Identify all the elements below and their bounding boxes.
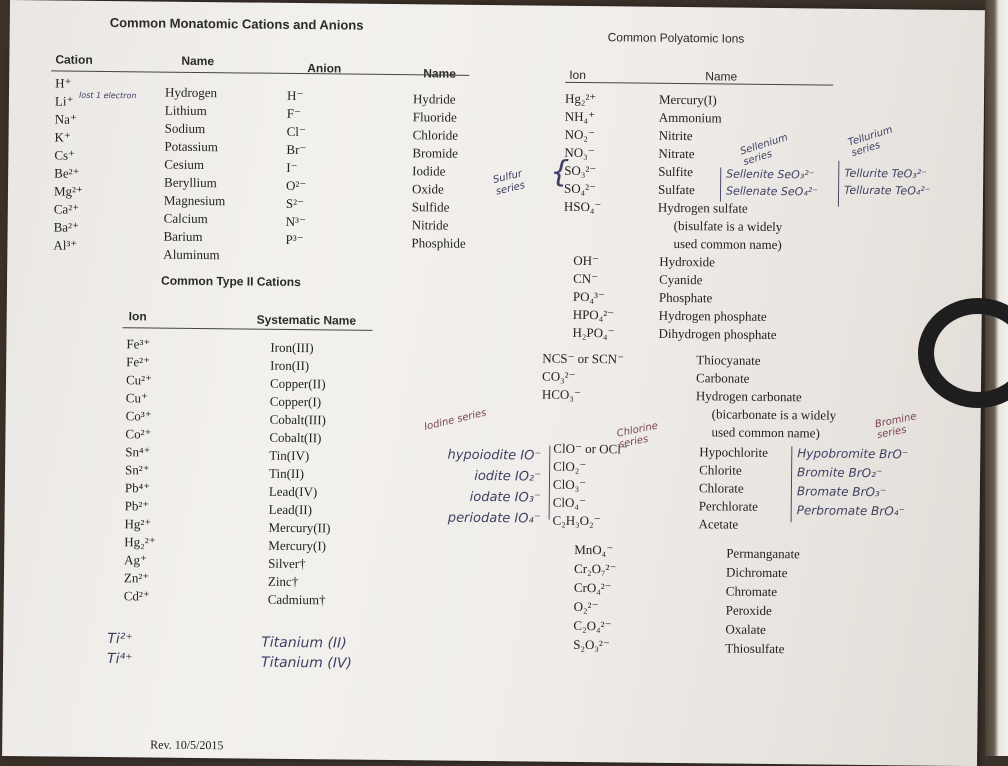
anion-symbol: H⁻ xyxy=(286,87,304,104)
hw-bromine-item: Bromate BrO₃⁻ xyxy=(796,484,887,500)
poly-ion: HPO₄²⁻ xyxy=(572,306,615,323)
cation-symbol: Li⁺ xyxy=(54,93,74,109)
type2-ion: Co³⁺ xyxy=(125,408,152,424)
poly-ion: NH₄⁺ xyxy=(564,108,596,125)
type2-ion: Co²⁺ xyxy=(125,426,152,442)
poly-ion: NO₂⁻ xyxy=(564,126,595,143)
anion-name: Chloride xyxy=(412,127,459,143)
hw-ti-ion: Ti²⁺ xyxy=(107,631,133,648)
header-anion: Anion xyxy=(307,61,342,76)
anion-symbol: O²⁻ xyxy=(285,177,307,194)
hw-sulfur-series: Sulfur series xyxy=(492,168,527,198)
poly-ion: Cr₂O₇²⁻ xyxy=(573,560,617,577)
type2-ion: Sn²⁺ xyxy=(125,462,150,478)
poly-ion: PO₄³⁻ xyxy=(572,288,605,305)
header-name-2: Name xyxy=(423,66,457,81)
poly-ion: C₂H₃O₂⁻ xyxy=(552,512,601,529)
hw-bromine-item: Hypobromite BrO⁻ xyxy=(797,446,909,462)
hw-iodine-item: hypoiodite IO⁻ xyxy=(447,447,542,464)
type2-ion-column xyxy=(124,335,158,605)
type2-name: Cadmium† xyxy=(267,591,326,608)
type2-name: Zinc† xyxy=(267,573,299,590)
poly-name-note: (bisulfate is a widely xyxy=(673,217,783,235)
polyatomic-title: Common Polyatomic Ions xyxy=(607,30,745,46)
anion-symbol: Br⁻ xyxy=(286,141,307,158)
poly-group4-ions xyxy=(552,440,627,531)
cation-name: Aluminum xyxy=(163,246,220,263)
poly-group3-ions xyxy=(542,350,624,405)
poly-name: Chlorate xyxy=(698,480,744,496)
poly-name-note: used common name) xyxy=(673,235,782,253)
poly-ion: MnO₄⁻ xyxy=(574,541,614,558)
poly-name: Nitrite xyxy=(658,127,693,144)
type2-header-systematic: Systematic Name xyxy=(256,312,357,328)
anion-symbol: S²⁻ xyxy=(285,195,304,212)
anion-symbol: P³⁻ xyxy=(285,231,304,248)
poly-name: Sulfite xyxy=(658,163,693,180)
poly-ion: ClO₃⁻ xyxy=(552,476,587,493)
cation-name: Beryllium xyxy=(164,174,217,191)
poly-ion: SO₃²⁻ xyxy=(564,162,597,179)
poly-name: Dichromate xyxy=(725,564,788,581)
poly-ion: HSO₄⁻ xyxy=(563,198,602,215)
hw-tellurium-items xyxy=(844,165,931,200)
poly-group2-names xyxy=(658,253,777,344)
type2-title: Common Type II Cations xyxy=(160,273,301,290)
hw-tellurate: Tellurate TeO₄²⁻ xyxy=(843,183,931,198)
cation-symbol: K⁺ xyxy=(54,129,71,145)
poly-name: Hypochlorite xyxy=(699,444,768,460)
poly-group3-names xyxy=(695,351,836,442)
hw-tellurite: Tellurite TeO₃²⁻ xyxy=(844,166,928,181)
type2-ion: Cd²⁺ xyxy=(123,588,150,604)
poly-name: Perchlorate xyxy=(698,498,759,514)
anion-name: Sulfide xyxy=(411,199,450,215)
hw-tellurium-series: Tellurium series xyxy=(846,124,894,160)
cation-symbol: Ca²⁺ xyxy=(53,201,80,217)
hw-bromine-item: Perbromate BrO₄⁻ xyxy=(796,503,905,519)
poly-ion: ClO₄⁻ xyxy=(552,494,586,511)
poly-name: Mercury(I) xyxy=(658,91,717,108)
hw-sulfur-brace: { xyxy=(550,154,570,190)
type2-name: Cobalt(III) xyxy=(269,411,327,428)
cation-name: Potassium xyxy=(164,138,219,155)
poly-name: Permanganate xyxy=(726,545,800,562)
worksheet-page xyxy=(2,0,985,766)
type2-name: Cobalt(II) xyxy=(269,429,322,446)
hw-iodine-item: periodate IO₄⁻ xyxy=(447,510,541,527)
hw-iodine-items xyxy=(392,444,541,530)
anion-symbol: I⁻ xyxy=(286,159,298,176)
type2-name: Mercury(I) xyxy=(268,537,327,554)
cation-symbol: Be²⁺ xyxy=(54,165,80,181)
poly-ion: NO₃⁻ xyxy=(564,144,595,161)
anion-name: Hydride xyxy=(412,91,456,107)
hw-iodine-item: iodite IO₂⁻ xyxy=(474,468,542,485)
hw-bromine-item: Bromite BrO₂⁻ xyxy=(797,465,883,481)
header-cation: Cation xyxy=(55,52,93,67)
hw-chlorine-bracket xyxy=(549,446,551,520)
poly-ion: OH⁻ xyxy=(573,252,600,269)
handwritten-ti-names xyxy=(261,633,352,674)
poly-name: Thiosulfate xyxy=(725,640,785,657)
cation-symbol: Mg²⁺ xyxy=(53,183,83,199)
cation-column xyxy=(53,74,84,254)
handwritten-ti-ions xyxy=(107,629,133,669)
poly-name: Sulfate xyxy=(657,181,695,198)
hw-bromine-series: Bromine series xyxy=(874,411,918,442)
type2-name: Iron(II) xyxy=(270,357,310,374)
poly-name: Oxalate xyxy=(725,621,766,637)
cation-symbol: Al³⁺ xyxy=(53,237,78,253)
poly-ion: O₂²⁻ xyxy=(573,598,599,615)
cation-name: Magnesium xyxy=(163,192,226,209)
type2-ion: Fe²⁺ xyxy=(126,354,151,370)
anion-symbol: Cl⁻ xyxy=(286,123,306,140)
type2-ion: Ag⁺ xyxy=(124,552,147,568)
type2-ion: Pb²⁺ xyxy=(124,498,150,514)
cation-name: Cesium xyxy=(164,156,205,173)
poly-name: Cyanide xyxy=(659,271,703,288)
poly-group5-names xyxy=(725,544,800,659)
cation-name: Sodium xyxy=(164,120,206,137)
anion-name: Iodide xyxy=(412,163,446,179)
hw-selenate: Sellenate SeO₄²⁻ xyxy=(725,184,819,199)
poly-group5-ions xyxy=(573,540,616,654)
type2-header-ion: Ion xyxy=(128,309,147,324)
poly-ion: CN⁻ xyxy=(573,270,599,287)
poly-name: Acetate xyxy=(698,516,739,532)
poly-name-note: used common name) xyxy=(711,424,820,441)
type2-name-column xyxy=(268,339,333,610)
type2-header-rule xyxy=(123,327,373,331)
poly-name: Hydrogen sulfate xyxy=(657,199,748,216)
hw-iodine-item: iodate IO₃⁻ xyxy=(469,489,541,506)
poly-name: Chlorite xyxy=(699,462,742,478)
type2-ion: Hg₂²⁺ xyxy=(124,534,156,550)
anion-name: Bromide xyxy=(412,145,458,161)
anion-symbol: N³⁻ xyxy=(285,213,306,230)
poly-name: Chromate xyxy=(725,583,778,600)
type2-name: Iron(III) xyxy=(270,339,314,356)
type2-ion: Cu²⁺ xyxy=(125,372,153,388)
poly-ion: NCS⁻ or SCN⁻ xyxy=(542,350,624,367)
hw-bromine-items xyxy=(797,444,909,521)
poly-name: Peroxide xyxy=(725,602,772,619)
lost-electron-note: lost 1 electron xyxy=(78,90,137,101)
hw-iodine-series: Iodine series xyxy=(423,407,488,433)
cation-name: Lithium xyxy=(164,102,207,119)
revision-date: Rev. 10/5/2015 xyxy=(150,737,224,753)
poly-name: Hydrogen carbonate xyxy=(695,388,802,405)
monatomic-header-rule xyxy=(51,70,469,75)
cation-symbol: Na⁺ xyxy=(54,111,77,127)
poly-ion: H₂PO₄⁻ xyxy=(572,324,615,341)
poly-ion: CO₃²⁻ xyxy=(542,368,576,384)
cation-symbol: Ba²⁺ xyxy=(53,219,79,235)
header-name: Name xyxy=(181,53,215,69)
hw-ti-name: Titanium (II) xyxy=(261,634,347,652)
poly-name: Thiocyanate xyxy=(696,352,761,368)
type2-name: Copper(I) xyxy=(269,393,322,410)
poly-ion: ClO⁻ or OCl⁻ xyxy=(553,440,628,457)
hw-selenite: Sellenite SeO₃²⁻ xyxy=(726,167,815,182)
poly-name: Hydrogen phosphate xyxy=(658,307,767,324)
hw-selenium-series: Sellenium series xyxy=(738,132,790,168)
hw-bromine-bracket xyxy=(791,446,793,522)
anion-name: Oxide xyxy=(411,181,444,197)
type2-ion: Zn²⁺ xyxy=(123,570,150,586)
poly-group1-ions xyxy=(564,90,603,216)
poly-name: Nitrate xyxy=(658,145,695,162)
poly-ion: HCO₃⁻ xyxy=(541,386,581,402)
type2-ion: Sn⁴⁺ xyxy=(125,444,151,460)
poly-group4-names xyxy=(698,443,768,534)
type2-name: Lead(II) xyxy=(268,501,313,518)
poly-ion: C₂O₄²⁻ xyxy=(573,617,612,634)
type2-ion: Hg²⁺ xyxy=(124,516,152,532)
hw-ti-ion: Ti⁴⁺ xyxy=(107,651,133,668)
type2-name: Tin(IV) xyxy=(269,447,310,464)
type2-name: Tin(II) xyxy=(268,465,305,482)
poly-name: Hydroxide xyxy=(659,253,715,270)
anion-name: Fluoride xyxy=(412,109,457,125)
poly-ion: Hg₂²⁺ xyxy=(564,90,597,107)
cation-symbol: Cs⁺ xyxy=(54,147,76,163)
type2-name: Silver† xyxy=(268,555,306,572)
type2-ion: Fe³⁺ xyxy=(126,336,151,352)
poly-group2-ions xyxy=(572,252,615,342)
type2-name: Mercury(II) xyxy=(268,519,331,536)
monatomic-title: Common Monatomic Cations and Anions xyxy=(109,15,364,33)
cation-symbol: H⁺ xyxy=(55,75,72,91)
cation-name: Barium xyxy=(163,228,203,245)
anion-column xyxy=(285,87,307,249)
type2-name: Lead(IV) xyxy=(268,483,318,500)
poly-name: Carbonate xyxy=(696,370,750,386)
type2-name: Copper(II) xyxy=(269,375,326,392)
poly-ion: S₂O₃²⁻ xyxy=(573,636,610,653)
anion-name: Phosphide xyxy=(411,235,466,251)
poly-ion: CrO₄²⁻ xyxy=(573,579,612,596)
hw-selenium-items xyxy=(726,166,818,201)
poly-header-rule xyxy=(565,82,833,86)
poly-name: Ammonium xyxy=(658,109,722,126)
cation-name-column xyxy=(163,84,226,265)
hw-chlorine-series: Chlorine series xyxy=(615,420,659,451)
cation-name: Hydrogen xyxy=(164,84,218,101)
type2-ion: Pb⁴⁺ xyxy=(124,480,151,496)
anion-name-column xyxy=(411,90,467,253)
hw-divider xyxy=(838,161,839,207)
type2-ion: Cu⁺ xyxy=(125,390,148,406)
poly-name: Phosphate xyxy=(658,289,713,306)
poly-ion: ClO₂⁻ xyxy=(553,458,587,475)
cation-name: Calcium xyxy=(163,210,208,227)
poly-ion: SO₄²⁻ xyxy=(563,180,597,197)
hw-ti-name: Titanium (IV) xyxy=(260,654,353,672)
poly-header-ion: Ion xyxy=(569,67,587,83)
poly-name-note: (bicarbonate is a widely xyxy=(711,406,837,423)
poly-name: Dihydrogen phosphate xyxy=(658,325,777,343)
anion-symbol: F⁻ xyxy=(286,105,301,122)
poly-header-name: Name xyxy=(705,69,738,84)
anion-name: Nitride xyxy=(411,217,449,233)
